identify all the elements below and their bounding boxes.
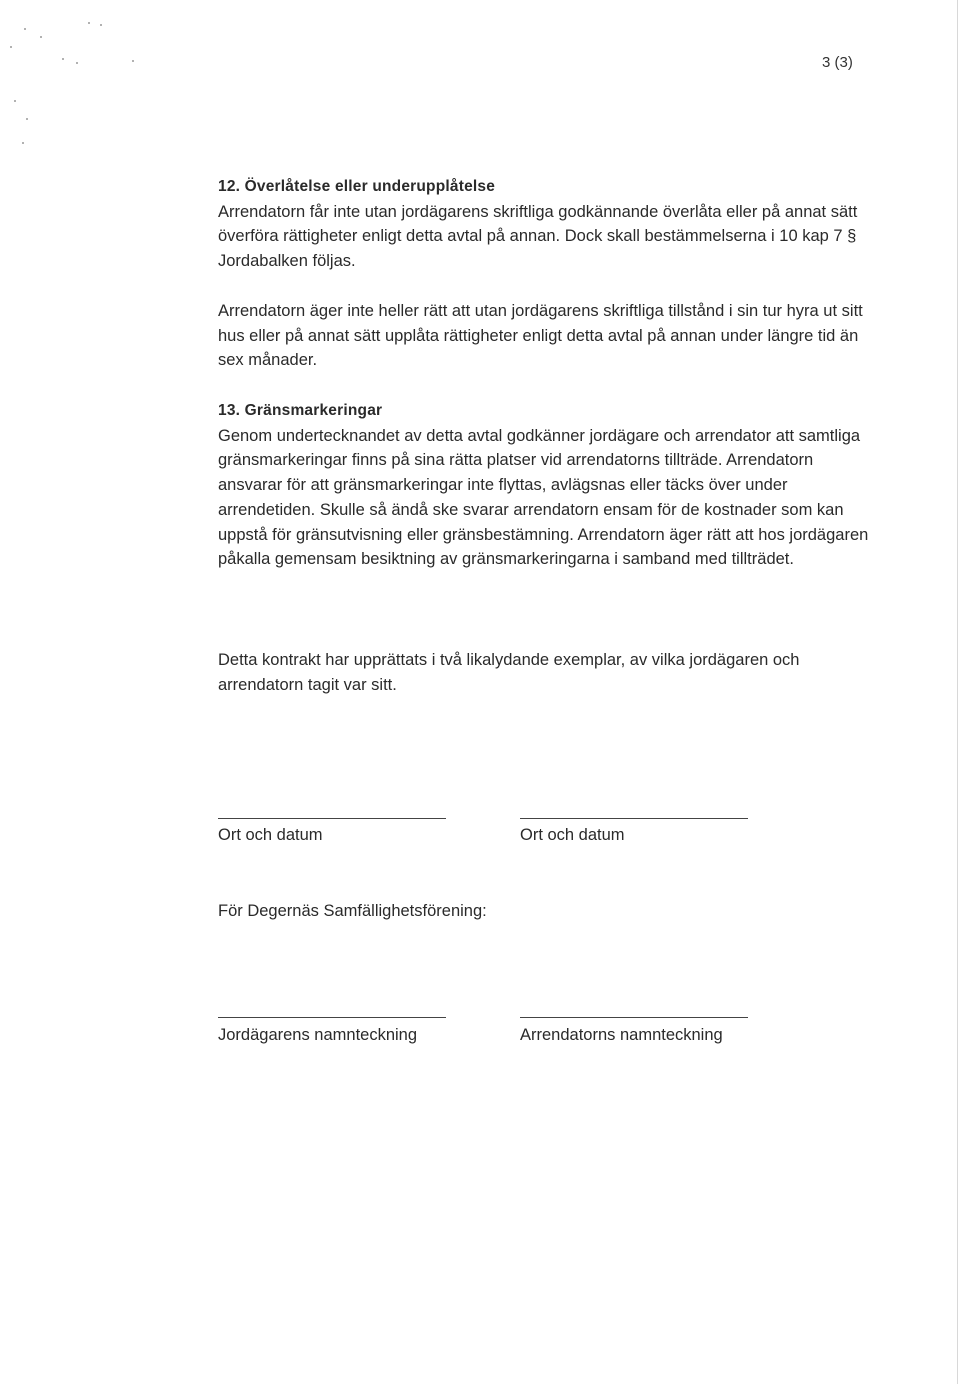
section-12-paragraph-1: Arrendatorn får inte utan jordägarens skriftliga godkännande överlåta eller på annat sätt överföra rättigheter enligt detta avtal på annan. Dock skall bestämmelserna i 10 kap 7 § Jordabalken följas. <box>218 202 858 271</box>
page-edge <box>957 0 958 1384</box>
owner-signature-label: Jordägarens namnteckning <box>218 1026 418 1044</box>
place-date-label-right: Ort och datum <box>520 826 625 844</box>
section-12-paragraph-2: Arrendatorn äger inte heller rätt att utan jordägarens skriftliga tillstånd i sin tur hyra ut sitt hus eller på annat sätt upplåta rättigheter enligt detta avtal på annan under längre tid än sex månader. <box>218 302 863 370</box>
section-13-paragraph: Genom undertecknandet av detta avtal godkänner jordägare och arrendator att samtliga gränsmarkeringar finns på sina rätta platser vid arrendatorns tillträde. Arrendatorn ansvarar för att gränsmarkeringar inte flyttas, avlägsnas eller täcks över under arrendetiden. Skulle så ändå ske svarar arrendatorn ensam för de kostnader som kan uppstå för gränsutvisning eller gränsbestämning. Arrendatorn äger rätt att hos jordägaren påkalla gemensam besiktning av gränsmarkeringarna i samband med tillträdet. <box>218 426 869 569</box>
section-12-paragraph-2-block <box>218 299 878 373</box>
signature-line-place-date-right <box>520 818 748 819</box>
signature-line-owner <box>218 1017 446 1018</box>
page-number: 3 (3) <box>822 54 853 71</box>
signature-line-tenant <box>520 1017 748 1018</box>
closing-paragraph: Detta kontrakt har upprättats i två likalydande exemplar, av vilka jordägaren och arrendatorn tagit var sitt. <box>218 651 800 694</box>
closing-block <box>218 648 878 697</box>
section-12-heading: 12. Överlåtelse eller underupplåtelse <box>218 178 496 195</box>
section-13-heading: 13. Gränsmarkeringar <box>218 402 383 419</box>
association-label: För Degernäs Samfällighetsförening: <box>218 902 487 920</box>
section-13 <box>218 399 878 572</box>
place-date-label-left: Ort och datum <box>218 826 323 844</box>
signature-line-place-date-left <box>218 818 446 819</box>
tenant-signature-label: Arrendatorns namnteckning <box>520 1026 723 1044</box>
section-12 <box>218 175 878 274</box>
